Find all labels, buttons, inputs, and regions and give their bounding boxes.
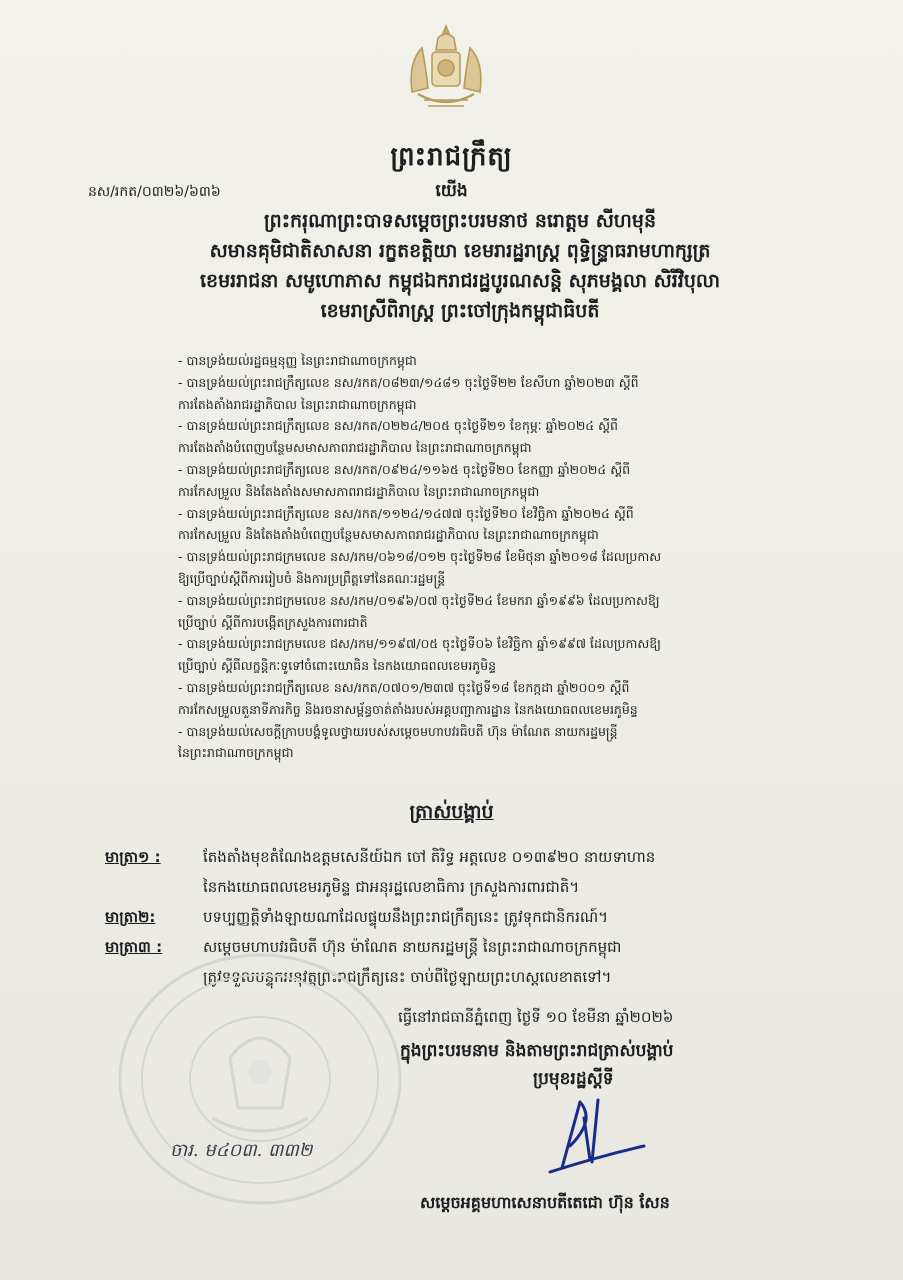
consideration-item: - បានទ្រង់យល់ព្រះរាជក្រឹត្យលេខ នស/រកត/១១២៤/១៤៧៧ ចុះថ្ងៃទី២០ ខែវិច្ឆិកា ឆ្នាំ២០២៤ ស្តីពី ការកែសម្រួល និងតែងតាំងបំពេញបន្ថែមសមាសភាពរាជរដ្ឋាភិបាល នៃព្រះរាជាណាចក្រកម្ពុជា	[178, 505, 634, 543]
consideration-item: - បានទ្រង់យល់ព្រះរាជក្រឹត្យលេខ នស/រកត/០៩២៤/១១៦៥ ចុះថ្ងៃទី២០ ខែកញ្ញា ឆ្នាំ២០២៤ ស្តីពី ការកែសម្រួល និងតែងតាំងសមាសភាពរាជរដ្ឋាភិបាល នៃព្រះរាជាណាចក្រកម្ពុជា	[178, 461, 631, 499]
decree-section-title: ត្រាស់បង្គាប់	[409, 801, 494, 823]
consideration-item: - បានទ្រង់យល់សេចក្តីក្រាបបង្គំទូលថ្វាយរបស់សម្តេចមហាបវរធិបតី ហ៊ុន ម៉ាណែត នាយករដ្ឋមន្ត្រី នៃព្រះរាជាណាចក្រកម្ពុជា	[178, 723, 618, 761]
consideration-item: - បានទ្រង់យល់ព្រះរាជក្រមលេខ នស/រកម/០១៩៦/០៧ ចុះថ្ងៃទី២៤ ខែមករា ឆ្នាំ១៩៩៦ ដែលប្រកាសឱ្យ ប្រើច្បាប់ ស្តីពីការបង្កើតក្រសួងការពារជាតិ	[178, 592, 660, 630]
signature-icon	[540, 1090, 650, 1180]
decree-title: ព្រះរាជក្រឹត្យ	[390, 142, 513, 172]
article-text: សម្តេចមហាបវរធិបតី ហ៊ុន ម៉ាណែត នាយករដ្ឋមន្ត្រី នៃព្រះរាជាណាចក្រកម្ពុជា ត្រូវទទួលបន្ទុកអនុវត្តព្រះរាជក្រឹត្យនេះ ចាប់ពីថ្ងៃឡាយព្រះហស្តលេខាតទៅ។	[203, 938, 622, 986]
considerations-list	[178, 350, 718, 764]
article-1	[105, 842, 825, 902]
article-label: មាត្រា១ :	[105, 848, 161, 866]
royal-title-line: ខេមរាស្រីពិរាស្ត្រ ព្រះចៅក្រុងកម្ពុជាធិបតី	[320, 300, 600, 322]
royal-title-line: ខេមររាជនា សមូហោភាស កម្ពុជឯករាជរដ្ឋបូរណសន្តិ សុភមង្គលា សិរីវិបុលា	[199, 270, 720, 292]
consideration-item: - បានទ្រង់យល់ព្រះរាជក្រឹត្យលេខ នស/រកត/០៨២៣/១៤៨១ ចុះថ្ងៃទី២២ ខែសីហា ឆ្នាំ២០២៣ ស្តីពី ការតែងតាំងរាជរដ្ឋាភិបាល នៃព្រះរាជាណាចក្រកម្ពុជា	[178, 374, 639, 412]
article-text: តែងតាំងមុខតំណែងឧត្តមសេនីយ៍ឯក ចៅ តិរិទ្ធ អត្តលេខ ០១៣៩២០ នាយទាហាន នៃកងយោធពលខេមរភូមិន្ទ ជាអនុរដ្ឋលេខាធិការ ក្រសួងការពារជាតិ។	[203, 848, 656, 896]
signer-name: សម្តេចអគ្គមហាសេនាបតីតេជោ ហ៊ុន សែន	[420, 1193, 670, 1212]
we-heading: យើង	[435, 181, 468, 201]
article-label: មាត្រា២:	[105, 908, 156, 926]
made-at-date: ធ្វើនៅរាជធានីភ្នំពេញ ថ្ងៃទី ១០ ខែមីនា ឆ្នាំ២០២៦	[398, 1008, 674, 1026]
consideration-item: - បានទ្រង់យល់ព្រះរាជក្រឹត្យលេខ នស/រកត/០២២៤/២០៥ ចុះថ្ងៃទី២១ ខែកុម្ភៈ ឆ្នាំ២០២៤ ស្តីពី ការតែងតាំងបំពេញបន្ថែមសមាសភាពរាជរដ្ឋាភិបាល នៃព្រះរាជាណាចក្រកម្ពុជា	[178, 418, 618, 456]
royal-titles	[90, 206, 830, 326]
consideration-item: - បានទ្រង់យល់ព្រះរាជក្រមលេខ នស/រកម/០៦១៨/០១២ ចុះថ្ងៃទី២៨ ខែមិថុនា ឆ្នាំ២០១៨ ដែលប្រកាស ឱ្យប្រើច្បាប់ស្តីពីការរៀបចំ និងការប្រព្រឹត្តទៅនៃគណៈរដ្ឋមន្ត្រី	[178, 549, 662, 586]
article-label: មាត្រា៣ :	[105, 938, 163, 956]
consideration-item: - បានទ្រង់យល់រដ្ឋធម្មនុញ្ញ នៃព្រះរាជាណាចក្រកម្ពុជា	[178, 353, 417, 368]
royal-title-line: សមានគុមិជាតិសាសនា រក្ខតខត្តិយា ខេមរារដ្ឋរាស្ត្រ ពុទ្ធិន្ទ្រាធរាមហាក្សត្រ	[209, 240, 711, 262]
article-2	[105, 902, 825, 932]
reference-number: នស/រកត/០៣២៦/៦៣៦	[88, 184, 221, 200]
royal-title-line: ព្រះករុណាព្រះបាទសម្តេចព្រះបរមនាថ នរោត្តម សីហមុនី	[263, 210, 657, 232]
article-text: បទប្បញ្ញត្តិទាំងឡាយណាដែលផ្ទុយនឹងព្រះរាជក្រឹត្យនេះ ត្រូវទុកជានិករណ៍។	[203, 908, 609, 926]
acting-head-of-state: ប្រមុខរដ្ឋស្តីទី	[533, 1069, 614, 1089]
consideration-item: - បានទ្រង់យល់ព្រះរាជក្រឹត្យលេខ នស/រកត/០៧០១/២៣៧ ចុះថ្ងៃទី១៨ ខែកក្កដា ឆ្នាំ២០០១ ស្តីពី ការកែសម្រួលតួនាទីភារកិច្ច និងរចនាសម្ព័ន្ធចាត់តាំងរបស់អគ្គបញ្ជាការដ្ឋាន នៃកងយោធពលខេមរភូមិន្ទ	[178, 679, 638, 717]
handwritten-registration-no: ចារ. ម៤០៣. ៣៣២	[170, 1140, 313, 1161]
embossed-seal-icon	[112, 948, 408, 1210]
on-behalf-line: ក្នុងព្រះបរមនាម និងតាមព្រះរាជត្រាស់បង្គាប់	[400, 1041, 674, 1061]
consideration-item: - បានទ្រង់យល់ព្រះរាជក្រមលេខ ជស/រកម/១១៩៧/០៥ ចុះថ្ងៃទី០៦ ខែវិច្ឆិកា ឆ្នាំ១៩៩៧ ដែលប្រកាសឱ្យ ប្រើច្បាប់ ស្តីពីលក្ខន្តិកៈទូទៅចំពោះយោធិន នៃកងយោធពលខេមរភូមិន្ទ	[178, 636, 661, 674]
royal-coat-of-arms-icon	[398, 22, 494, 114]
